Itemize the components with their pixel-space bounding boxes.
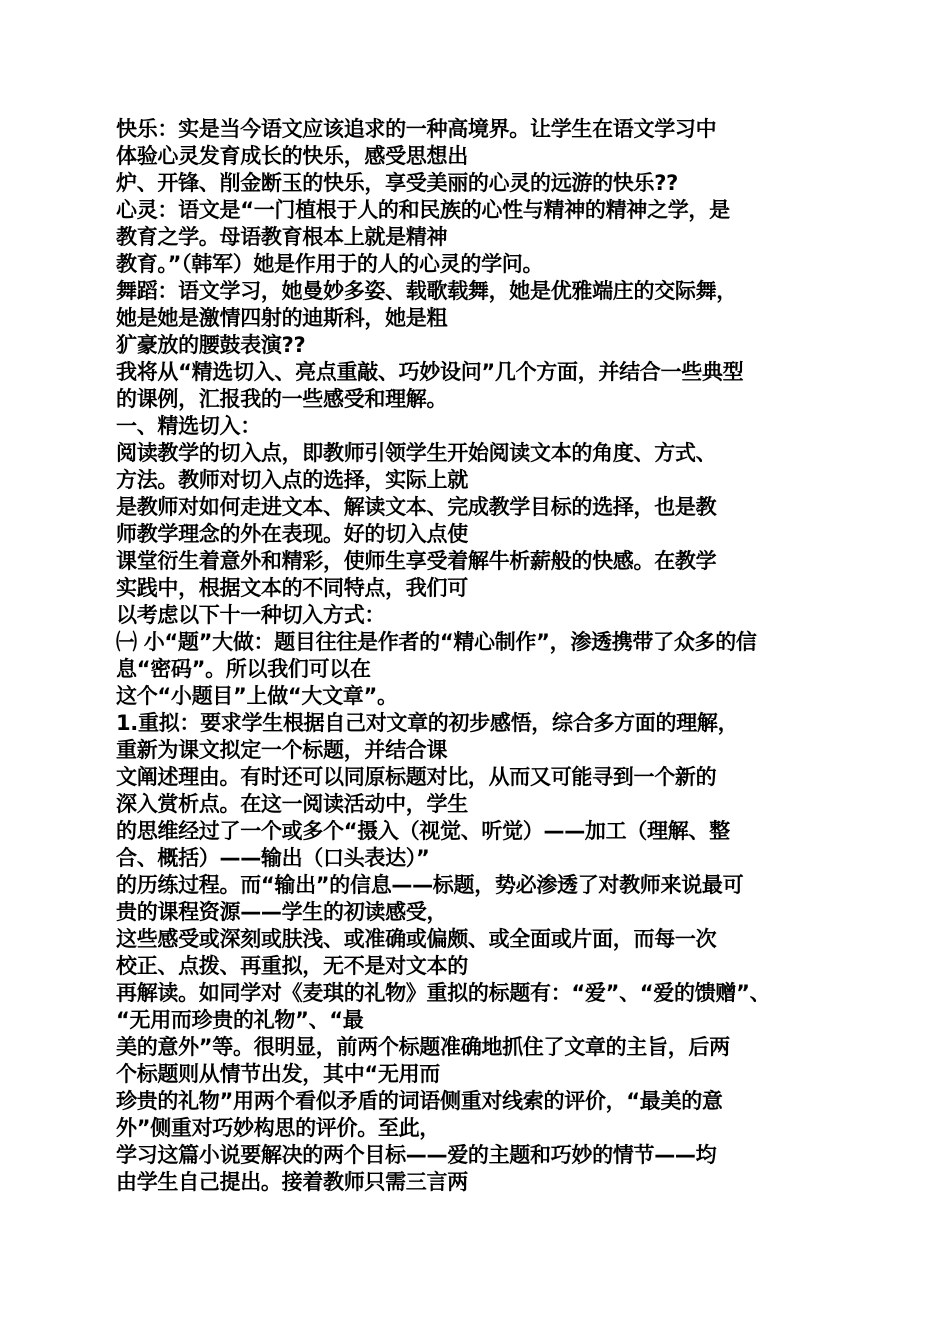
document-body — [116, 116, 844, 1196]
text-line: 息“密码”。所以我们可以在 — [116, 657, 371, 681]
text-line: 美的意外”等。很明显，前两个标题准确地抓住了文章的主旨，后两 — [116, 1035, 730, 1059]
text-line: 再解读。如同学对《麦琪的礼物》重拟的标题有：“爱”、“爱的馈赠”、 — [116, 981, 771, 1005]
text-line: 校正、点拨、再重拟，无不是对文本的 — [116, 954, 468, 978]
text-line: 犷豪放的腰鼓表演?? — [116, 333, 306, 357]
text-line: 我将从“精选切入、亮点重敲、巧妙设问”几个方面，并结合一些典型 — [116, 360, 744, 384]
text-line: 由学生自己提出。接着教师只需三言两 — [116, 1170, 468, 1194]
text-line: 师教学理念的外在表现。好的切入点使 — [116, 522, 468, 546]
text-line: 她是她是激情四射的迪斯科，她是粗 — [116, 306, 448, 330]
text-line: 的思维经过了一个或多个“摄入（视觉、听觉）——加工（理解、整 — [116, 819, 730, 843]
text-line: 体验心灵发育成长的快乐，感受思想出 — [116, 144, 468, 168]
text-line: 的课例，汇报我的一些感受和理解。 — [116, 387, 448, 411]
text-line: 文阐述理由。有时还可以同原标题对比，从而又可能寻到一个新的 — [116, 765, 717, 789]
text-line: 快乐：实是当今语文应该追求的一种高境界。让学生在语文学习中 — [116, 117, 717, 141]
text-line: 舞蹈：语文学习，她曼妙多姿、载歌载舞，她是优雅端庄的交际舞， — [116, 279, 737, 303]
text-line: 这个“小题目”上做“大文章”。 — [116, 684, 398, 708]
text-line: ㈠ 小“题”大做：题目往往是作者的“精心制作”，渗透携带了众多的信 — [116, 630, 757, 654]
text-line: 这些感受或深刻或肤浅、或准确或偏颇、或全面或片面，而每一次 — [116, 927, 717, 951]
text-line: 深入赏析点。在这一阅读活动中，学生 — [116, 792, 468, 816]
text-line: 是教师对如何走进文本、解读文本、完成教学目标的选择，也是教 — [116, 495, 717, 519]
text-line: 教育之学。母语教育根本上就是精神 — [116, 225, 448, 249]
text-line: 教育。”（韩军）她是作用于的人的心灵的学问。 — [116, 252, 544, 276]
text-line: 合、概括）——输出（口头表达）” — [116, 846, 430, 870]
text-line: 课堂衍生着意外和精彩，使师生享受着解牛析薪般的快感。在教学 — [116, 549, 717, 573]
text-line: 贵的课程资源——学生的初读感受， — [116, 900, 448, 924]
text-line: “无用而珍贵的礼物”、“最 — [116, 1008, 364, 1032]
text-line: 方法。教师对切入点的选择，实际上就 — [116, 468, 468, 492]
text-line: 心灵：语文是“一门植根于人的和民族的心性与精神的精神之学，是 — [116, 198, 730, 222]
text-line: 重新为课文拟定一个标题，并结合课 — [116, 738, 448, 762]
text-line: 的历练过程。而“输出”的信息——标题，势必渗透了对教师来说最可 — [116, 873, 744, 897]
text-line: 珍贵的礼物”用两个看似矛盾的词语侧重对线索的评价，“最美的意 — [116, 1089, 723, 1113]
text-line: 实践中，根据文本的不同特点，我们可 — [116, 576, 468, 600]
text-line: 学习这篇小说要解决的两个目标——爱的主题和巧妙的情节——均 — [116, 1143, 717, 1167]
text-line: 炉、开锋、削金断玉的快乐，享受美丽的心灵的远游的快乐?? — [116, 171, 678, 195]
text-line: 1.重拟：要求学生根据自己对文章的初步感悟，综合多方面的理解， — [116, 711, 739, 735]
section-heading: 一、精选切入： — [116, 414, 261, 438]
text-line: 阅读教学的切入点，即教师引领学生开始阅读文本的角度、方式、 — [116, 441, 717, 465]
text-line: 外”侧重对巧妙构思的评价。至此， — [116, 1116, 441, 1140]
text-line: 以考虑以下十一种切入方式： — [116, 603, 386, 627]
text-line: 个标题则从情节出发，其中“无用而 — [116, 1062, 441, 1086]
